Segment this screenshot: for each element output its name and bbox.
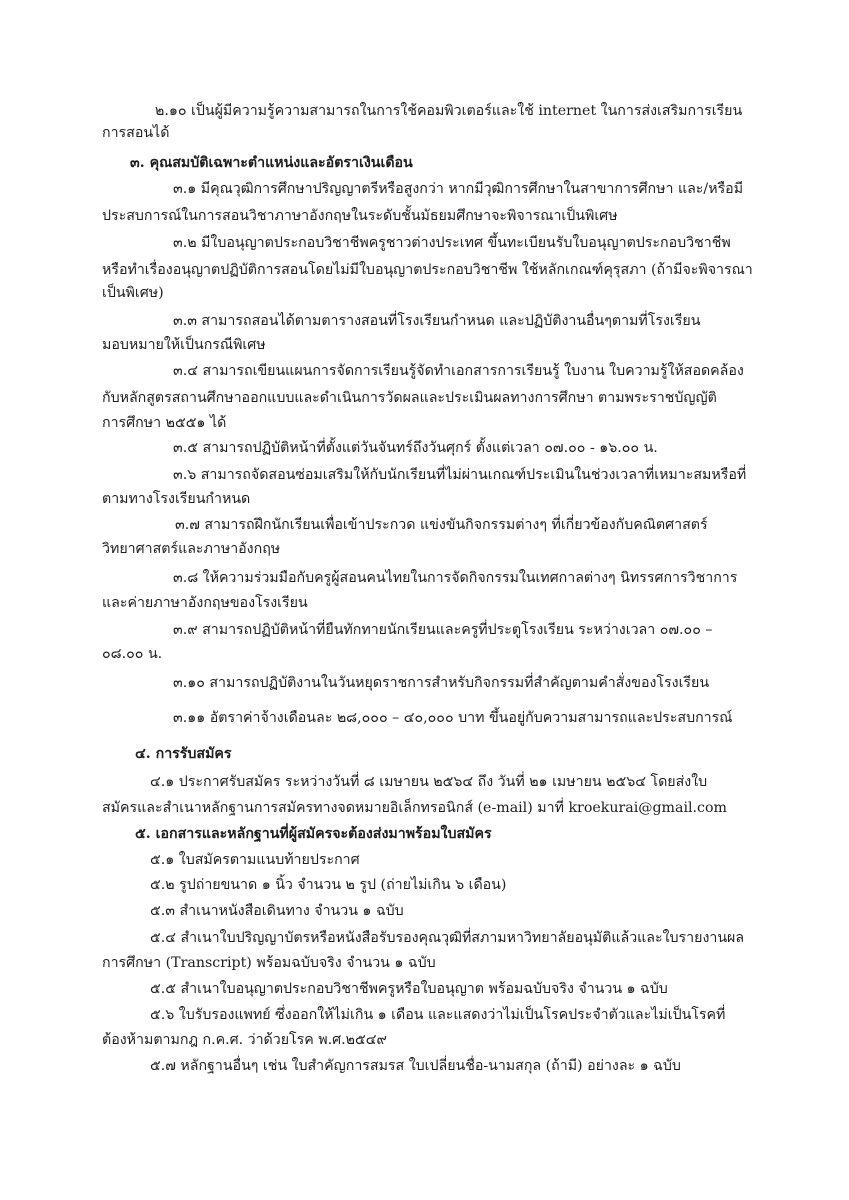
text-line: ๓.๒ มีใบอนุญาตประกอบวิชาชีพครูชาวต่างประเทศ ขึ้นทะเบียนรับใบอนุญาตประกอบวิชาชีพ — [173, 235, 731, 251]
text-line: ๓.๕ สามารถปฏิบัติหน้าที่ตั้งแต่วันจันทร์ถึงวันศุกร์ ตั้งแต่เวลา ๐๗.๐๐ - ๑๖.๐๐ น. — [173, 440, 658, 456]
text-line: การศึกษา (Transcript) พร้อมฉบับจริง จำนวน ๑ ฉบับ — [102, 955, 436, 971]
text-line: ๓.๑๐ สามารถปฏิบัติงานในวันหยุดราชการสำหรับกิจกรรมที่สำคัญตามคำสั่งของโรงเรียน — [173, 675, 710, 691]
text-line: กับหลักสูตรสถานศึกษาออกแบบและดำเนินการวัดผลและประเมินผลทางการศึกษา ตามพระราชบัญญัติ — [102, 390, 717, 406]
text-line: สมัครและสำเนาหลักฐานการสมัครทางจดหมายอิเล็กทรอนิกส์ (e-mail) มาที่ kroekurai@gmail.com — [102, 800, 727, 816]
text-line: มอบหมายให้เป็นกรณีพิเศษ — [102, 337, 266, 353]
section-heading: ๓. คุณสมบัติเฉพาะตำแหน่งและอัตราเงินเดือน — [130, 155, 413, 171]
text-line: ๕.๕ สำเนาใบอนุญาตประกอบวิชาชีพครูหรือใบอนุญาต พร้อมฉบับจริง จำนวน ๑ ฉบับ — [150, 981, 668, 997]
section-heading: ๔. การรับสมัคร — [135, 746, 232, 762]
text-line: การสอนได้ — [102, 125, 170, 141]
text-line: และค่ายภาษาอังกฤษของโรงเรียน — [102, 595, 308, 611]
text-line: หรือทำเรื่องอนุญาตปฏิบัติการสอนโดยไม่มีใบอนุญาตประกอบวิชาชีพ ใช้หลักเกณฑ์คุรุสภา (ถ้ามีจะพิจารณา — [102, 262, 753, 278]
text-line: ๕.๖ ใบรับรองแพทย์ ซึ่งออกให้ไม่เกิน ๑ เดือน และแสดงว่าไม่เป็นโรคประจำตัวและไม่เป็นโรคที่ — [150, 1007, 726, 1023]
text-line: เป็นพิเศษ) — [102, 285, 164, 301]
text-line: ต้องห้ามตามกฎ ก.ค.ศ. ว่าด้วยโรค พ.ศ.๒๕๔๙ — [102, 1032, 387, 1048]
text-line: ๓.๔ สามารถเขียนแผนการจัดการเรียนรู้จัดทำเอกสารการเรียนรู้ ใบงาน ใบความรู้ให้สอดคล้อง — [173, 363, 744, 379]
text-line: ๕.๔ สำเนาใบปริญญาบัตรหรือหนังสือรับรองคุณวุฒิที่สภามหาวิทยาลัยอนุมัติแล้วและใบรายงานผล — [150, 930, 745, 946]
text-line: ๓.๖ สามารถจัดสอนซ่อมเสริมให้กับนักเรียนที่ไม่ผ่านเกณฑ์ประเมินในช่วงเวลาที่เหมาะสมหรือที่ — [173, 467, 747, 483]
text-line: การศึกษา ๒๕๕๑ ได้ — [102, 415, 227, 431]
text-line: ๓.๓ สามารถสอนได้ตามตารางสอนที่โรงเรียนกำหนด และปฏิบัติงานอื่นๆตามที่โรงเรียน — [173, 313, 701, 329]
text-line: ๐๘.๐๐ น. — [102, 646, 163, 662]
text-line: ๓.๑๑ อัตราค่าจ้างเดือนละ ๒๘,๐๐๐ – ๔๐,๐๐๐ บาท ขึ้นอยู่กับความสามารถและประสบการณ์ — [173, 710, 733, 726]
text-line: ๓.๗ สามารถฝึกนักเรียนเพื่อเข้าประกวด แข่งขันกิจกรรมต่างๆ ที่เกี่ยวข้องกับคณิตศาสตร์ — [175, 517, 708, 533]
text-line: ๕.๒ รูปถ่ายขนาด ๑ นิ้ว จำนวน ๒ รูป (ถ่ายไม่เกิน ๖ เดือน) — [150, 877, 507, 893]
text-line: ๔.๑ ประกาศรับสมัคร ระหว่างวันที่ ๘ เมษายน ๒๕๖๔ ถึง วันที่ ๒๑ เมษายน ๒๕๖๔ โดยส่งใบ — [150, 774, 708, 790]
text-line: ๕.๓ สำเนาหนังสือเดินทาง จำนวน ๑ ฉบับ — [150, 903, 404, 919]
section-heading: ๕. เอกสารและหลักฐานที่ผู้สมัครจะต้องส่งมาพร้อมใบสมัคร — [135, 826, 492, 842]
text-line: ๕.๑ ใบสมัครตามแนบท้ายประกาศ — [150, 852, 360, 868]
text-line: วิทยาศาสตร์และภาษาอังกฤษ — [102, 541, 281, 557]
text-line: ๒.๑๐ เป็นผู้มีความรู้ความสามารถในการใช้คอมพิวเตอร์และใช้ internet ในการส่งเสริมการเรียน — [155, 103, 743, 119]
text-line: ๓.๘ ให้ความร่วมมือกับครูผู้สอนคนไทยในการจัดกิจกรรมในเทศกาลต่างๆ นิทรรศการวิชาการ — [173, 570, 738, 586]
text-line: ตามทางโรงเรียนกำหนด — [102, 491, 251, 507]
text-line: ประสบการณ์ในการสอนวิชาภาษาอังกฤษในระดับชั้นมัธยมศึกษาจะพิจารณาเป็นพิเศษ — [102, 208, 618, 224]
text-line: ๓.๙ สามารถปฏิบัติหน้าที่ยืนทักทายนักเรียนและครูที่ประตูโรงเรียน ระหว่างเวลา ๐๗.๐๐ – — [173, 622, 713, 638]
text-line: ๕.๗ หลักฐานอื่นๆ เช่น ใบสำคัญการสมรส ใบเปลี่ยนชื่อ-นามสกุล (ถ้ามี) อย่างละ ๑ ฉบับ — [150, 1058, 681, 1074]
text-line: ๓.๑ มีคุณวุฒิการศึกษาปริญญาตรีหรือสูงกว่า หากมีวุฒิการศึกษาในสาขาการศึกษา และ/หรือมี — [173, 181, 744, 197]
